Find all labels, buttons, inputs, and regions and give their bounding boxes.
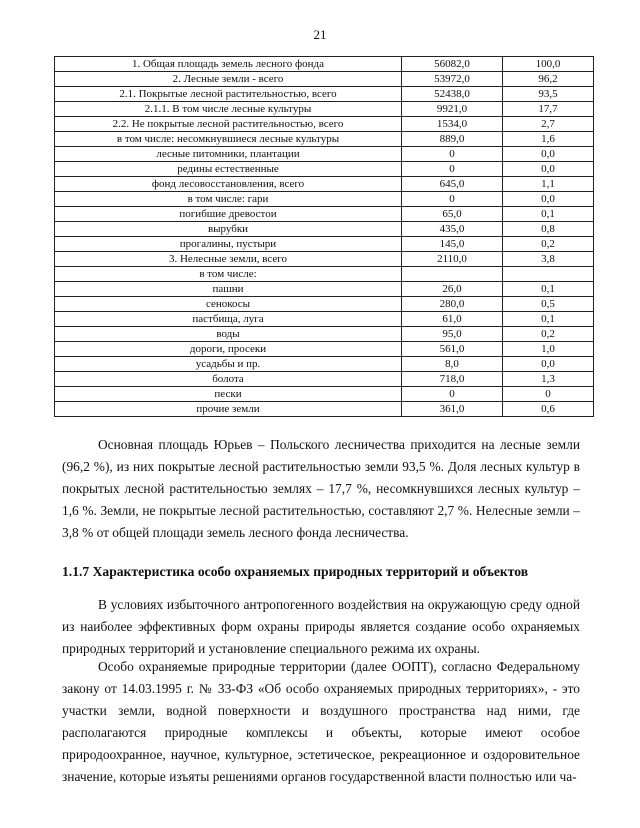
cell-category: пашни — [55, 282, 402, 297]
paragraph-text: В условиях избыточного антропогенного воздействия на окружающую среду одной из наиболее эффективных форм охраны природы является создание особо охраняемых природных территорий и установление специального режима их охраны. — [62, 597, 580, 656]
table-row — [55, 252, 594, 267]
cell-category: вырубки — [55, 222, 402, 237]
cell-percent: 0,1 — [503, 282, 594, 297]
section-heading: 1.1.7 Характеристика особо охраняемых природных территорий и объектов — [62, 564, 529, 579]
cell-category: воды — [55, 327, 402, 342]
table-row — [55, 312, 594, 327]
table-row — [55, 207, 594, 222]
cell-area: 0 — [402, 192, 503, 207]
table-row — [55, 72, 594, 87]
cell-category: 2.1. Покрытые лесной растительностью, всего — [55, 87, 402, 102]
cell-area: 280,0 — [402, 297, 503, 312]
cell-category: прочие земли — [55, 402, 402, 417]
cell-percent: 0,1 — [503, 312, 594, 327]
cell-percent: 0,1 — [503, 207, 594, 222]
cell-category: болота — [55, 372, 402, 387]
table-body — [55, 57, 594, 417]
paragraph-oopt-definition — [62, 656, 580, 788]
cell-category: усадьбы и пр. — [55, 357, 402, 372]
cell-percent: 1,0 — [503, 342, 594, 357]
cell-category: 2. Лесные земли - всего — [55, 72, 402, 87]
cell-category: фонд лесовосстановления, всего — [55, 177, 402, 192]
cell-area: 0 — [402, 162, 503, 177]
table-row — [55, 282, 594, 297]
cell-area: 718,0 — [402, 372, 503, 387]
cell-category: дороги, просеки — [55, 342, 402, 357]
cell-percent: 1,1 — [503, 177, 594, 192]
cell-area: 95,0 — [402, 327, 503, 342]
cell-category: в том числе: гари — [55, 192, 402, 207]
table-row — [55, 342, 594, 357]
cell-percent: 100,0 — [503, 57, 594, 72]
table-row — [55, 177, 594, 192]
cell-percent: 0,6 — [503, 402, 594, 417]
cell-area: 561,0 — [402, 342, 503, 357]
cell-area: 8,0 — [402, 357, 503, 372]
cell-percent: 0,8 — [503, 222, 594, 237]
cell-percent: 0,0 — [503, 357, 594, 372]
paragraph-land-summary — [62, 434, 580, 544]
table-row — [55, 387, 594, 402]
cell-percent: 93,5 — [503, 87, 594, 102]
cell-category: в том числе: несомкнувшиеся лесные культуры — [55, 132, 402, 147]
cell-category: 1. Общая площадь земель лесного фонда — [55, 57, 402, 72]
cell-area: 26,0 — [402, 282, 503, 297]
cell-category: в том числе: — [55, 267, 402, 282]
cell-percent: 0,2 — [503, 327, 594, 342]
cell-area — [402, 267, 503, 282]
table-row — [55, 402, 594, 417]
paragraph-text: Основная площадь Юрьев – Польского лесничества приходится на лесные земли (96,2 %), из них покрытые лесной растительностью земли 93,5 %. Доля лесных культур в покрытых лесной растительностью землях – 17,7 %, несомкнувшихся лесных культур – 1,6 %. Земли, не покрытые лесной растительностью, составляют 2,7 %. Нелесные земли – 3,8 % от общей площади земель лесного фонда лесничества. — [62, 437, 580, 540]
cell-percent: 0,0 — [503, 147, 594, 162]
cell-area: 65,0 — [402, 207, 503, 222]
cell-percent: 17,7 — [503, 102, 594, 117]
cell-area: 145,0 — [402, 237, 503, 252]
cell-area: 435,0 — [402, 222, 503, 237]
cell-percent: 0,5 — [503, 297, 594, 312]
table-row — [55, 117, 594, 132]
cell-category: лесные питомники, плантации — [55, 147, 402, 162]
cell-percent: 0,2 — [503, 237, 594, 252]
cell-percent: 1,6 — [503, 132, 594, 147]
page-number: 21 — [313, 27, 327, 42]
cell-area: 61,0 — [402, 312, 503, 327]
cell-percent: 1,3 — [503, 372, 594, 387]
cell-category: сенокосы — [55, 297, 402, 312]
cell-category: редины естественные — [55, 162, 402, 177]
cell-area: 9921,0 — [402, 102, 503, 117]
paragraph-protection-intro — [62, 594, 580, 660]
cell-area: 645,0 — [402, 177, 503, 192]
cell-area: 1534,0 — [402, 117, 503, 132]
cell-area: 2110,0 — [402, 252, 503, 267]
table-row — [55, 327, 594, 342]
cell-area: 361,0 — [402, 402, 503, 417]
cell-category: прогалины, пустыри — [55, 237, 402, 252]
cell-category: погибшие древостои — [55, 207, 402, 222]
cell-percent: 0 — [503, 387, 594, 402]
table-row — [55, 57, 594, 72]
table-row — [55, 147, 594, 162]
cell-area: 52438,0 — [402, 87, 503, 102]
table-row — [55, 372, 594, 387]
table-row — [55, 192, 594, 207]
cell-category: 3. Нелесные земли, всего — [55, 252, 402, 267]
table-row — [55, 357, 594, 372]
cell-area: 53972,0 — [402, 72, 503, 87]
table-row — [55, 237, 594, 252]
paragraph-text: Особо охраняемые природные территории (далее ООПТ), согласно Федеральному закону от 14.03.1995 г. № 33-ФЗ «Об особо охраняемых природных территориях», - это участки земли, водной поверхности и воздушного пространства над ними, где располагаются природные комплексы и объекты, которые имеют особое природоохранное, научное, культурное, эстетическое, рекреационное и оздоровительное значение, которые изъяты решениями органов государственной власти полностью или ча- — [62, 659, 580, 784]
table-row — [55, 267, 594, 282]
cell-category: пастбища, луга — [55, 312, 402, 327]
cell-area: 56082,0 — [402, 57, 503, 72]
land-area-table — [54, 56, 594, 417]
table-row — [55, 222, 594, 237]
table-row — [55, 162, 594, 177]
cell-percent: 0,0 — [503, 162, 594, 177]
table-row — [55, 87, 594, 102]
cell-percent — [503, 267, 594, 282]
cell-category: 2.1.1. В том числе лесные культуры — [55, 102, 402, 117]
cell-percent: 96,2 — [503, 72, 594, 87]
cell-percent: 2,7 — [503, 117, 594, 132]
cell-area: 0 — [402, 147, 503, 162]
table-row — [55, 102, 594, 117]
table-row — [55, 132, 594, 147]
cell-percent: 0,0 — [503, 192, 594, 207]
cell-area: 889,0 — [402, 132, 503, 147]
cell-area: 0 — [402, 387, 503, 402]
cell-category: пески — [55, 387, 402, 402]
table-row — [55, 297, 594, 312]
cell-percent: 3,8 — [503, 252, 594, 267]
cell-category: 2.2. Не покрытые лесной растительностью, всего — [55, 117, 402, 132]
